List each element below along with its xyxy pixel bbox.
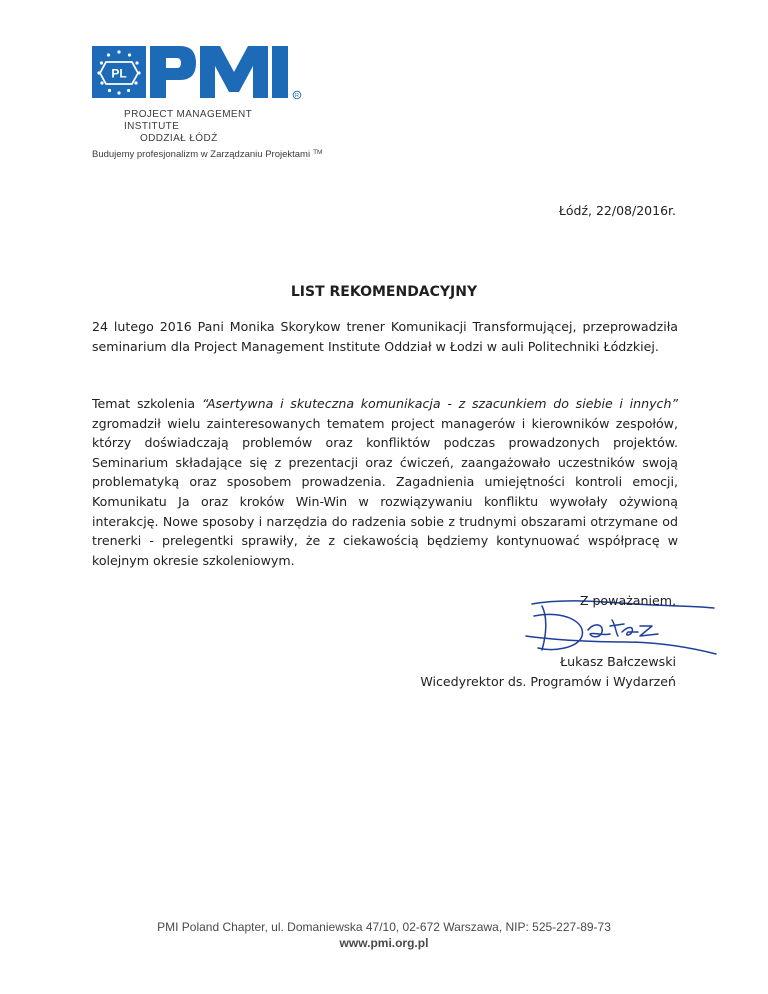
paragraph-1: 24 lutego 2016 Pani Monika Skorykow trener Komunikacji Transformującej, przeprowadziła seminarium dla Project Management Institute Oddział w Łodzi w auli Politechniki Łódzkiej.: [92, 319, 678, 354]
pmi-logo: [92, 46, 322, 106]
signer-name: Łukasz Bałczewski: [560, 654, 676, 669]
letter-date: Łódź, 22/08/2016r.: [558, 203, 676, 218]
logo-subtitle: [124, 109, 284, 145]
training-topic: “Asertywna i skuteczna komunikacja - z szacunkiem do siebie i innych”: [201, 396, 678, 411]
footer: [0, 919, 768, 951]
closing-phrase: Z poważaniem,: [579, 593, 676, 608]
paragraph-2: [92, 394, 678, 570]
tagline: [92, 149, 322, 160]
tagline-tm: TM: [313, 149, 323, 156]
logo-badge-text: PL: [111, 66, 127, 81]
logo-subtitle-line1: PROJECT MANAGEMENT INSTITUTE: [124, 109, 252, 132]
svg-text:R: R: [295, 93, 299, 100]
logo-subtitle-line2: ODDZIAŁ ŁÓDŹ: [140, 133, 218, 144]
paragraph-2-lead: Temat szkolenia: [92, 396, 202, 411]
letter-title: LIST REKOMENDACYJNY: [290, 284, 478, 300]
footer-website-link[interactable]: www.pmi.org.pl: [339, 936, 429, 950]
footer-address: PMI Poland Chapter, ul. Domaniewska 47/10, 02-672 Warszawa, NIP: 525-227-89-73: [157, 920, 611, 934]
paragraph-2-rest: zgromadził wielu zainteresowanych tematem project managerów i kierowników zespołów, którzy doświadczają problemów oraz konfliktów podczas prowadzonych projektów. Seminarium składające się z prezentacji oraz ćwiczeń, zaangażowało uczestników swoją problematyką oraz sposobem prowadzenia. Zagadnienia umiejętności kontroli emocji, Komunikatu Ja oraz kroków Win-Win w rozwiązywaniu konfliktu wywołały ożywioną interakcję. Nowe sposoby i narzędzia do radzenia sobie z trudnymi obszarami otrzymane od trenerki - prelegentki sprawiły, że z ciekawością będziemy kontynuować współpracę w kolejnym okresie szkoleniowym.: [92, 415, 678, 568]
tagline-text: Budujemy profesjonalizm w Zarządzaniu Projektami: [92, 149, 311, 160]
signer-role: Wicedyrektor ds. Programów i Wydarzeń: [420, 674, 676, 689]
